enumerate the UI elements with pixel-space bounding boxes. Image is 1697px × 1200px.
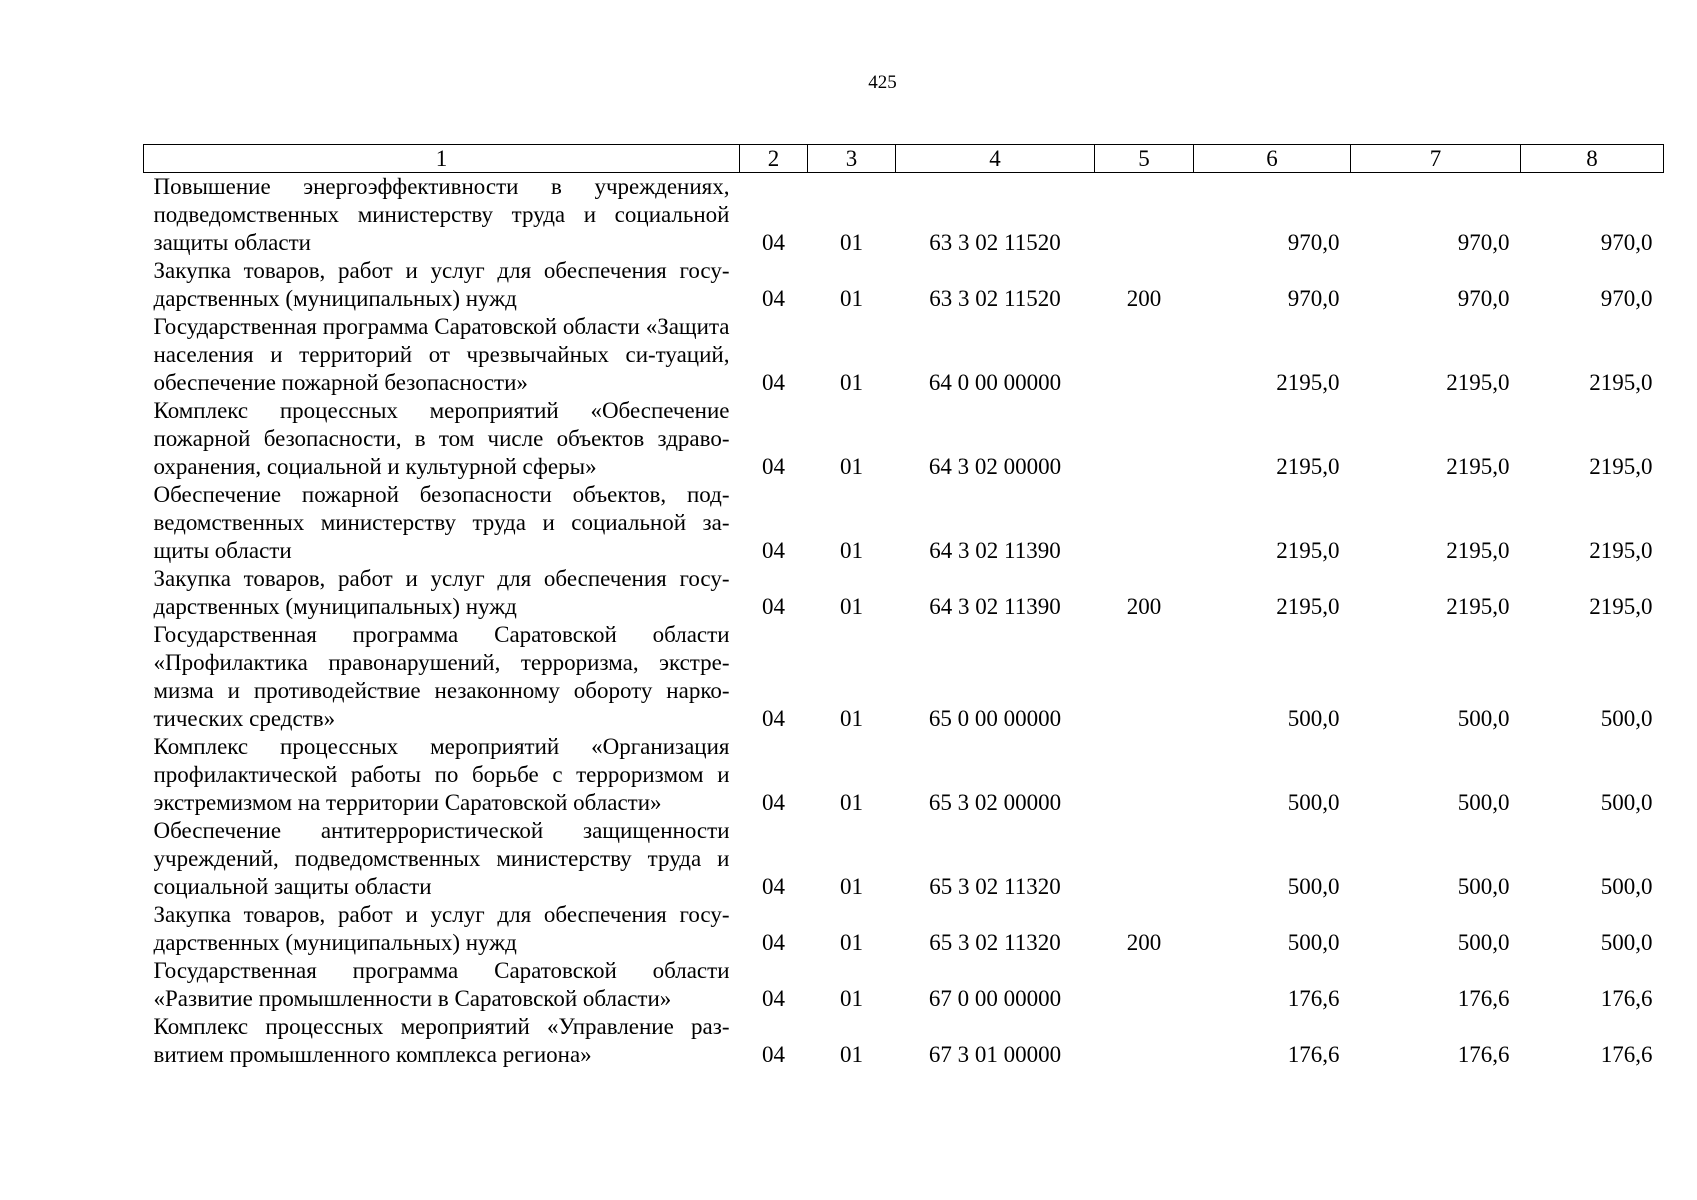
- table-row: [144, 1013, 1664, 1069]
- cell-amount-6: 500,0: [1287, 874, 1340, 899]
- cell-expense-type: [1095, 397, 1194, 481]
- cell-target-code: 65 3 02 11320: [929, 930, 1061, 955]
- cell-section: 04: [762, 706, 785, 731]
- column-header-7: 7: [1351, 145, 1521, 173]
- cell-amount-7: 500,0: [1457, 930, 1510, 955]
- cell-section: 04: [762, 986, 785, 1011]
- cell-target-code: 63 3 02 11520: [929, 286, 1061, 311]
- cell-amount-6: 176,6: [1287, 1042, 1340, 1067]
- cell-amount-8: 970,0: [1600, 286, 1653, 311]
- table-header-row: [144, 145, 1664, 173]
- cell-target-code: 64 3 02 00000: [928, 454, 1062, 479]
- cell-amount-8: 500,0: [1600, 874, 1653, 899]
- cell-expense-type: [1095, 621, 1194, 733]
- cell-target-code: 65 0 00 00000: [928, 706, 1062, 731]
- table-row: [144, 817, 1664, 901]
- column-header-6: 6: [1194, 145, 1351, 173]
- cell-expense-type: [1095, 173, 1194, 258]
- cell-amount-7: 970,0: [1457, 286, 1510, 311]
- cell-amount-7: 2195,0: [1446, 370, 1510, 395]
- cell-amount-8: 970,0: [1600, 230, 1653, 255]
- cell-expense-type: 200: [1126, 286, 1162, 311]
- cell-section: 04: [762, 874, 785, 899]
- row-name: Комплекс процессных мероприятий «Организация профилактической работы по борьбе с терроризмом и экстремизмом на территории Саратовской области»: [153, 734, 730, 815]
- cell-section: 04: [762, 370, 785, 395]
- row-name: Государственная программа Саратовской области «Защита населения и территорий от чрезвычайных си-туаций, обеспечение пожарной безопасности»: [153, 314, 730, 395]
- cell-amount-6: 500,0: [1287, 930, 1340, 955]
- cell-expense-type: [1095, 313, 1194, 397]
- row-name: Обеспечение антитеррористической защищенности учреждений, подведомственных министерству труда и социальной защиты области: [153, 818, 730, 899]
- column-header-8: 8: [1521, 145, 1664, 173]
- cell-amount-7: 970,0: [1457, 230, 1510, 255]
- column-header-2: 2: [740, 145, 808, 173]
- table-row: [144, 397, 1664, 481]
- cell-target-code: 64 3 02 11390: [929, 594, 1061, 619]
- cell-amount-7: 500,0: [1457, 874, 1510, 899]
- column-header-3: 3: [808, 145, 896, 173]
- cell-amount-8: 2195,0: [1589, 370, 1653, 395]
- cell-target-code: 64 3 02 11390: [929, 538, 1061, 563]
- cell-target-code: 64 0 00 00000: [928, 370, 1062, 395]
- cell-amount-7: 176,6: [1457, 986, 1510, 1011]
- row-name: Закупка товаров, работ и услуг для обеспечения госу-дарственных (муниципальных) нужд: [153, 258, 730, 311]
- table-row: [144, 257, 1664, 313]
- cell-amount-7: 2195,0: [1446, 454, 1510, 479]
- table-body: [144, 173, 1664, 1070]
- cell-subsection: 01: [840, 370, 863, 395]
- cell-subsection: 01: [840, 986, 863, 1011]
- cell-amount-7: 2195,0: [1446, 538, 1510, 563]
- cell-subsection: 01: [840, 594, 863, 619]
- cell-amount-6: 500,0: [1287, 706, 1340, 731]
- cell-expense-type: 200: [1126, 594, 1162, 619]
- cell-subsection: 01: [840, 286, 863, 311]
- table-row: [144, 173, 1664, 258]
- cell-expense-type: [1095, 733, 1194, 817]
- cell-target-code: 67 3 01 00000: [928, 1042, 1062, 1067]
- table-row: [144, 733, 1664, 817]
- cell-amount-7: 500,0: [1457, 706, 1510, 731]
- cell-subsection: 01: [840, 790, 863, 815]
- cell-section: 04: [762, 594, 785, 619]
- cell-amount-8: 2195,0: [1589, 594, 1653, 619]
- cell-section: 04: [762, 930, 785, 955]
- cell-section: 04: [762, 790, 785, 815]
- column-header-5: 5: [1095, 145, 1194, 173]
- cell-amount-8: 2195,0: [1589, 454, 1653, 479]
- row-name: Комплекс процессных мероприятий «Управление раз-витием промышленного комплекса региона»: [153, 1014, 730, 1067]
- cell-amount-7: 500,0: [1457, 790, 1510, 815]
- column-header-1: 1: [144, 145, 740, 173]
- cell-expense-type: 200: [1126, 930, 1162, 955]
- cell-expense-type: [1095, 957, 1194, 1013]
- cell-amount-8: 2195,0: [1589, 538, 1653, 563]
- cell-target-code: 65 3 02 00000: [928, 790, 1062, 815]
- row-name: Комплекс процессных мероприятий «Обеспечение пожарной безопасности, в том числе объектов здраво-охранения, социальной и культурной сферы»: [153, 398, 730, 479]
- cell-target-code: 65 3 02 11320: [929, 874, 1061, 899]
- cell-section: 04: [762, 230, 785, 255]
- table-row: [144, 565, 1664, 621]
- cell-subsection: 01: [840, 930, 863, 955]
- cell-expense-type: [1095, 481, 1194, 565]
- cell-amount-8: 176,6: [1600, 1042, 1653, 1067]
- cell-expense-type: [1095, 817, 1194, 901]
- cell-subsection: 01: [840, 538, 863, 563]
- table-row: [144, 621, 1664, 733]
- cell-amount-6: 2195,0: [1276, 594, 1340, 619]
- cell-section: 04: [762, 286, 785, 311]
- cell-amount-6: 2195,0: [1276, 370, 1340, 395]
- cell-subsection: 01: [840, 706, 863, 731]
- cell-subsection: 01: [840, 874, 863, 899]
- row-name: Обеспечение пожарной безопасности объектов, под-ведомственных министерству труда и социальной за-щиты области: [153, 482, 730, 563]
- table-row: [144, 313, 1664, 397]
- cell-amount-6: 970,0: [1287, 230, 1340, 255]
- cell-target-code: 63 3 02 11520: [929, 230, 1061, 255]
- cell-subsection: 01: [840, 454, 863, 479]
- cell-amount-8: 500,0: [1600, 706, 1653, 731]
- cell-amount-6: 2195,0: [1276, 454, 1340, 479]
- table-row: [144, 957, 1664, 1013]
- cell-amount-8: 500,0: [1600, 930, 1653, 955]
- cell-target-code: 67 0 00 00000: [928, 986, 1062, 1011]
- page-number: 425: [868, 72, 897, 93]
- cell-section: 04: [762, 538, 785, 563]
- cell-section: 04: [762, 454, 785, 479]
- cell-amount-7: 176,6: [1457, 1042, 1510, 1067]
- row-name: Государственная программа Саратовской области «Профилактика правонарушений, терроризма, экстре-мизма и противодействие незаконному обороту нарко-тических средств»: [153, 622, 730, 731]
- budget-table: [143, 144, 1664, 1069]
- cell-subsection: 01: [840, 1042, 863, 1067]
- cell-amount-6: 176,6: [1287, 986, 1340, 1011]
- cell-expense-type: [1095, 1013, 1194, 1069]
- cell-amount-6: 500,0: [1287, 790, 1340, 815]
- cell-amount-7: 2195,0: [1446, 594, 1510, 619]
- cell-subsection: 01: [840, 230, 863, 255]
- cell-section: 04: [762, 1042, 785, 1067]
- row-name: Государственная программа Саратовской области «Развитие промышленности в Саратовской области»: [153, 958, 730, 1011]
- row-name: Закупка товаров, работ и услуг для обеспечения госу-дарственных (муниципальных) нужд: [153, 902, 730, 955]
- column-header-4: 4: [896, 145, 1095, 173]
- cell-amount-6: 970,0: [1287, 286, 1340, 311]
- table-row: [144, 481, 1664, 565]
- cell-amount-8: 176,6: [1600, 986, 1653, 1011]
- row-name: Закупка товаров, работ и услуг для обеспечения госу-дарственных (муниципальных) нужд: [153, 566, 730, 619]
- table-row: [144, 901, 1664, 957]
- row-name: Повышение энергоэффективности в учреждениях, подведомственных министерству труда и социальной защиты области: [153, 174, 730, 255]
- cell-amount-6: 2195,0: [1276, 538, 1340, 563]
- cell-amount-8: 500,0: [1600, 790, 1653, 815]
